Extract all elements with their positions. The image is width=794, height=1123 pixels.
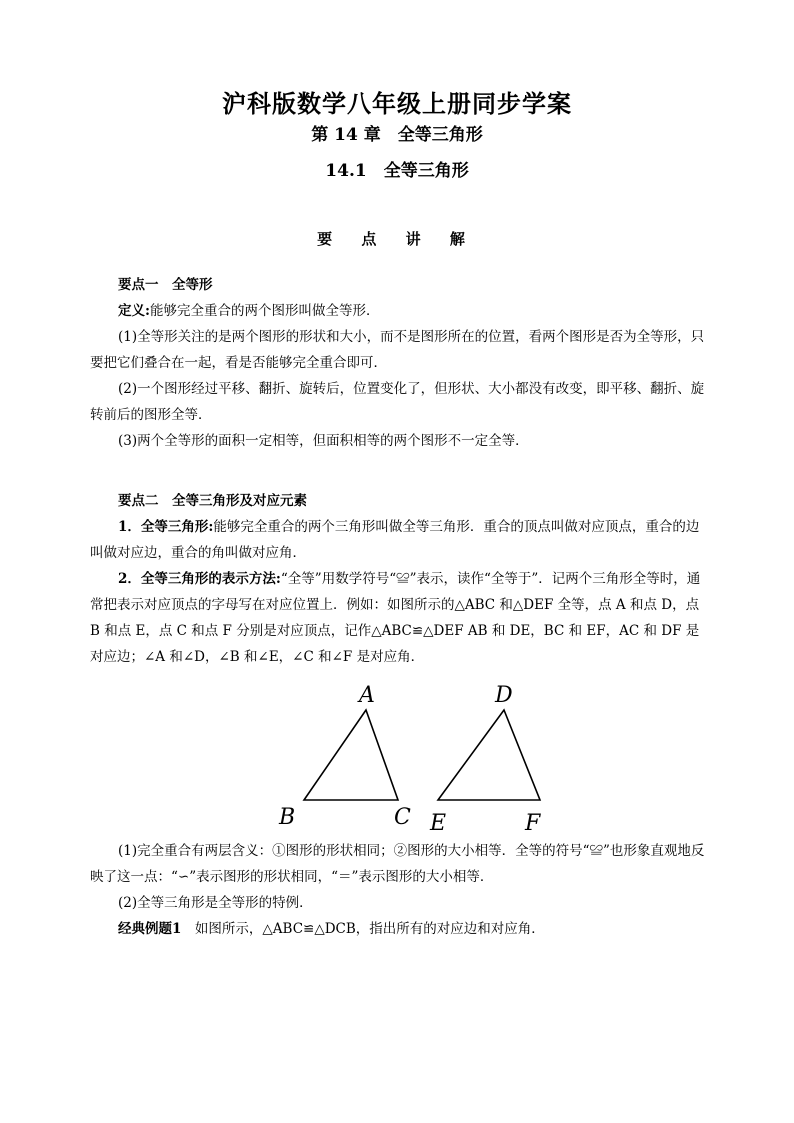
example-1-label: 经典例题1: [118, 921, 182, 937]
label-a: A: [359, 683, 375, 708]
key-point-one: [90, 272, 708, 454]
document-title: 沪科版数学八年级上册同步学案: [222, 89, 572, 118]
label-e: E: [430, 811, 447, 836]
key-point-two-title: 要点二 全等三角形及对应元素: [118, 493, 307, 509]
congruent-triangles-figure: [270, 678, 560, 838]
key-point-two: [90, 488, 708, 670]
key-point-one-title: 要点一 全等形: [118, 277, 213, 293]
label-c: C: [394, 805, 411, 830]
note-1: (1)全等形关注的是两个图形的形状和大小，而不是图形所在的位置，看两个图形是否为全等形，只要把它们叠合在一起，看是否能够完全重合即可．: [90, 329, 705, 371]
note-2: (2)一个图形经过平移、翻折、旋转后，位置变化了，但形状、大小都没有改变，即平移、翻折、旋转前后的图形全等．: [90, 381, 705, 423]
item-1-text: 能够完全重合的两个三角形叫做全等三角形．重合的顶点叫做对应顶点，重合的边叫做对应边，重合的角叫做对应角．: [90, 519, 700, 561]
item-1-label: 1．全等三角形:: [118, 519, 214, 535]
section-title: 14.1 全等三角形: [325, 161, 469, 181]
label-b: B: [279, 805, 296, 830]
item-2: [90, 566, 708, 670]
item-1: [90, 514, 708, 566]
label-d: D: [495, 683, 513, 708]
definition-text: 能够完全重合的两个图形叫做全等形．: [149, 303, 380, 319]
key-point-two-notes: [90, 838, 708, 942]
chapter-title: 第 14 章 全等三角形: [311, 125, 483, 145]
definition: [90, 298, 708, 324]
example-1: [90, 916, 708, 942]
key-points-heading: 要 点 讲 解: [317, 230, 477, 248]
label-f: F: [525, 811, 541, 836]
item-2-label: 2．全等三角形的表示方法:: [118, 571, 281, 587]
note-3: (3)两个全等形的面积一定相等，但面积相等的两个图形不一定全等．: [118, 433, 529, 449]
definition-label: 定义:: [118, 303, 150, 319]
note-2-2: (2)全等三角形是全等形的特例．: [118, 895, 313, 911]
note-2-1: (1)完全重合有两层含义：①图形的形状相同；②图形的大小相等．全等的符号“≌”也形象直观地反映了这一点：“∽”表示图形的形状相同，“＝”表示图形的大小相等．: [90, 843, 705, 885]
triangle-def: [438, 710, 540, 800]
item-2-text: “全等”用数学符号“≌”表示，读作“全等于”．记两个三角形全等时，通常把表示对应顶点的字母写在对应位置上．例如：如图所示的△ABC 和△DEF 全等，点 A 和点 D，点 B 和点 E，点 C 和点 F 分别是对应顶点，记作△ABC≌△DEF AB 和 DE，BC 和 EF，AC 和 DF 是对应边；∠A 和∠D，∠B 和∠E，∠C 和∠F 是对应角．: [90, 571, 701, 665]
example-1-text: 如图所示，△ABC≌△DCB，指出所有的对应边和对应角．: [181, 921, 545, 937]
triangle-abc: [304, 710, 398, 800]
